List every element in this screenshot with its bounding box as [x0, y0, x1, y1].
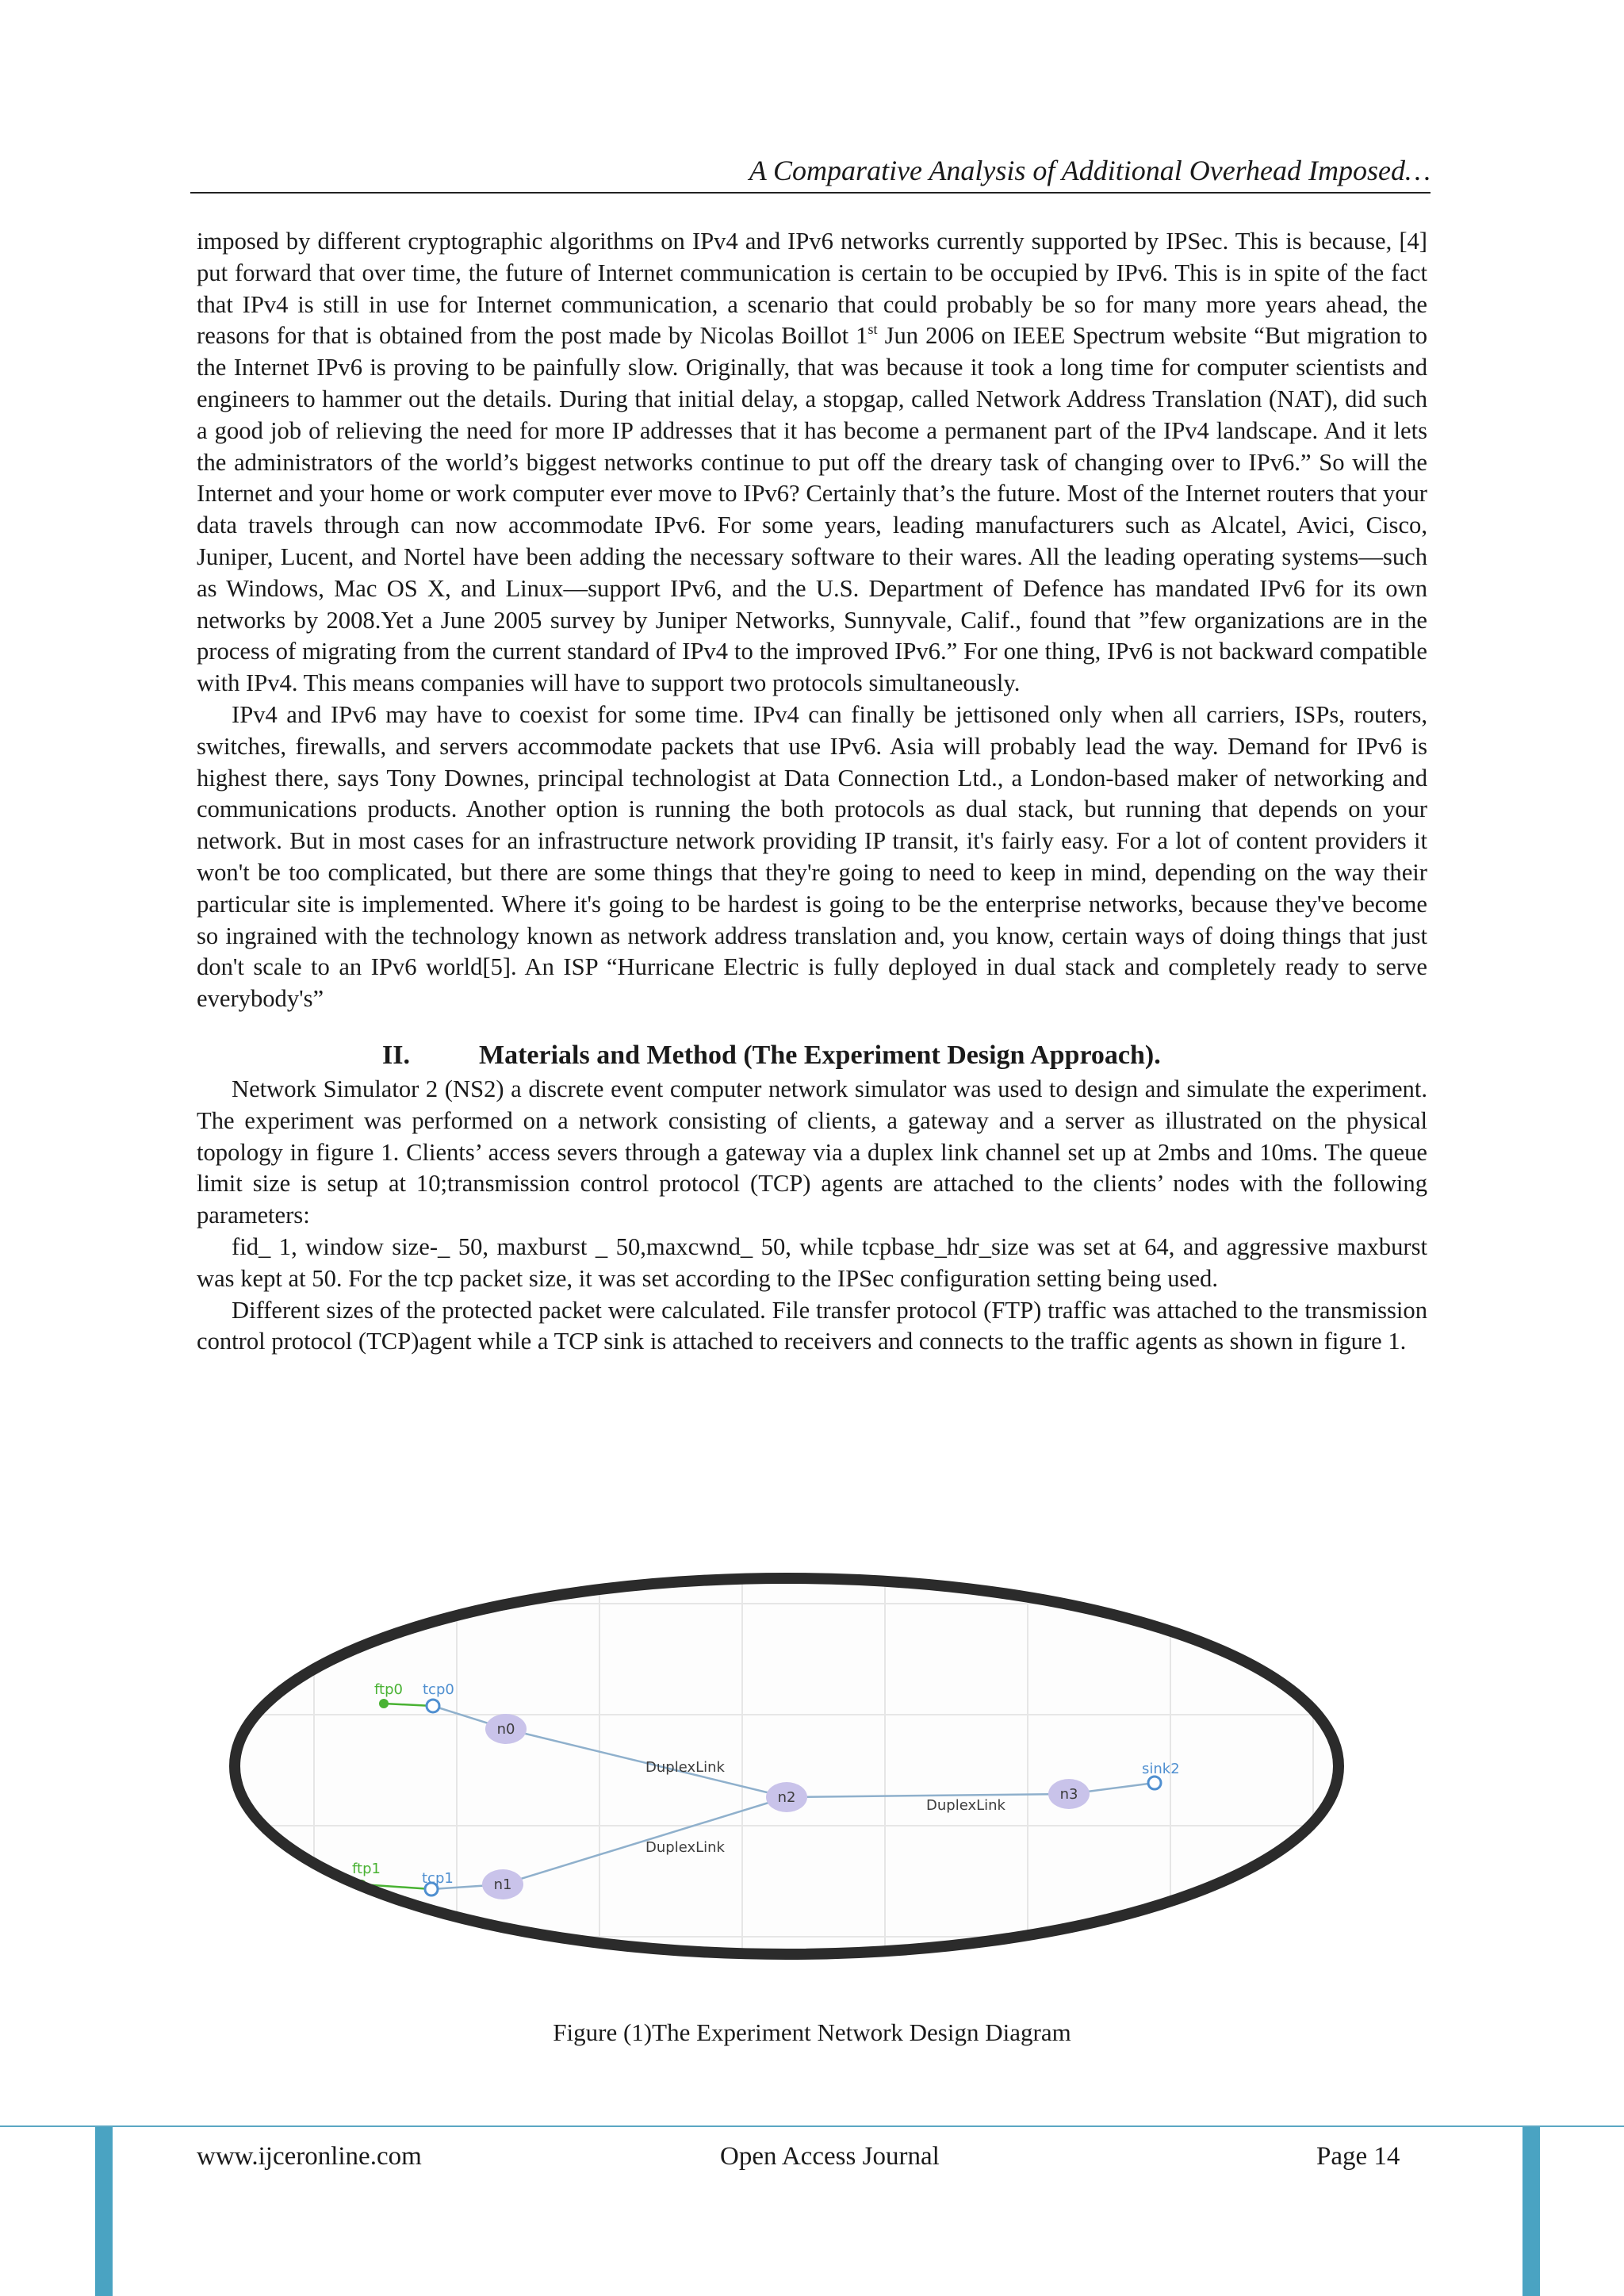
- network-diagram-svg: [219, 1556, 1361, 1976]
- footer-bar-right: [1522, 2127, 1540, 2296]
- footer-website: www.ijceronline.com: [197, 2142, 422, 2171]
- figure-caption: Figure (1)The Experiment Network Design Diagram: [553, 2018, 1071, 2046]
- paragraph-2: IPv4 and IPv6 may have to coexist for some time. IPv4 can finally be jettisoned only when all carriers, ISPs, routers, switches, firewalls, and servers accommodate packets that use IPv6. Asia will probably lead the way. Demand for IPv6 is highest there, says Tony Downes, principal technologist at Data Connection Ltd., a London-based maker of networking and communications products. Another option is running the both protocols as dual stack, but running that depends on your network. But in most cases for an infrastructure network providing IP transit, it's fairly easy. For a lot of content providers it won't be too complicated, but there are some things that they're going to need to keep in mind, depending on the way their particular site is implemented. Where it's going to be hardest is going to be the enterprise networks, because they've become so ingrained with the technology known as network address translation and, you know, certain ways of doing things that just don't scale to an IPv6 world[5]. An ISP “Hurricane Electric is fully deployed in dual stack and completely ready to serve everybody's”: [197, 700, 1427, 1013]
- agent-sink2: [1148, 1777, 1161, 1789]
- ordinal-superscript: st: [868, 321, 878, 338]
- paragraph-5: Different sizes of the protected packet were calculated. File transfer protocol (FTP) traffic was attached to the transmission control protocol (TCP)agent while a TCP sink is attached to receivers and connects to the traffic agents as shown in figure 1.: [197, 1296, 1427, 1355]
- footer-rule: [0, 2125, 1624, 2127]
- header-rule: [190, 192, 1431, 194]
- node-label-n3: n3: [1059, 1786, 1078, 1803]
- link-label-n2-n3: DuplexLink: [926, 1797, 1005, 1814]
- link-label-n0-n2: DuplexLink: [645, 1759, 725, 1776]
- section-number: II.: [382, 1040, 410, 1070]
- paragraph-1-rest: Jun 2006 on IEEE Spectrum website “But migration to the Internet IPv6 is proving to be painfully slow. Originally, that was because it took a long time for computer scientists and engineers to hammer out the details. During that initial delay, a stopgap, called Network Address Translation (NAT), did such a good job of relieving the need for more IP addresses that it has become a permanent part of the IPv4 landscape. And it lets the administrators of the world’s biggest networks continue to put off the dreary task of changing over to IPv6.” So will the Internet and your home or work computer ever move to IPv6? Certainly that’s the future. Most of the Internet routers that your data travels through can now accommodate IPv6. For some years, leading manufacturers such as Alcatel, Avici, Cisco, Juniper, Lucent, and Nortel have been adding the necessary software to their wares. All the leading operating systems—such as Windows, Mac OS X, and Linux—support IPv6, and the U.S. Department of Defence has mandated IPv6 for its own networks by 2008.Yet a June 2005 survey by Juniper Networks, Sunnyvale, Calif., found that ”few organizations are in the process of migrating from the current standard of IPv4 to the improved IPv6.” For one thing, IPv6 is not backward compatible with IPv4. This means companies will have to support two protocols simultaneously.: [197, 322, 1428, 697]
- footer-journal: Open Access Journal: [720, 2142, 940, 2171]
- agent-label-ftp1: ftp1: [352, 1861, 381, 1877]
- agent-label-tcp1: tcp1: [422, 1870, 454, 1887]
- section-title: Materials and Method (The Experiment Design Approach).: [479, 1040, 1161, 1070]
- link-label-n1-n2: DuplexLink: [645, 1839, 725, 1856]
- section-heading: [197, 1039, 1427, 1072]
- footer-bar-left: [95, 2127, 113, 2296]
- diagram-background: [219, 1556, 1361, 1976]
- running-head: A Comparative Analysis of Additional Overhead Imposed…: [749, 155, 1431, 186]
- diagram-grid: [219, 1556, 1361, 1976]
- network-diagram: [219, 1556, 1361, 1976]
- agent-label-ftp0: ftp0: [374, 1681, 403, 1698]
- agent-tcp0: [427, 1700, 439, 1712]
- paragraph-3: Network Simulator 2 (NS2) a discrete event computer network simulator was used to design and simulate the experiment. The experiment was performed on a network consisting of clients, a gateway and a server as illustrated on the physical topology in figure 1. Clients’ access severs through a gateway via a duplex link channel set up at 2mbs and 10ms. The queue limit size is setup at 10;transmission control protocol (TCP) agents are attached to the clients’ nodes with the following parameters:: [197, 1075, 1427, 1229]
- footer-page-number: Page 14: [1316, 2142, 1400, 2171]
- node-label-n0: n0: [496, 1721, 515, 1738]
- agent-label-tcp0: tcp0: [423, 1681, 454, 1698]
- paragraph-1-text: imposed by different cryptographic algorithms on IPv4 and IPv6 networks currently supported by IPSec. This is because, [4] put forward that over time, the future of Internet communication is certain to be occupied by IPv6. This is in spite of the fact that IPv4 is still in use for Internet communication, a scenario that could probably be so for many more years ahead, the reasons for that is obtained from the post made by Nicolas Boillot 1: [197, 228, 1427, 350]
- paragraph-1: [197, 226, 1427, 700]
- node-label-n1: n1: [493, 1876, 512, 1893]
- body-text: [197, 226, 1427, 1358]
- paragraph-4: fid_ 1, window size-_ 50, maxburst _ 50,maxcwnd_ 50, while tcpbase_hdr_size was set at 64, and aggressive maxburst was kept at 50. For the tcp packet size, it was set according to the IPSec configuration setting being used.: [197, 1232, 1427, 1292]
- agent-ftp0: [379, 1699, 389, 1708]
- agent-label-sink2: sink2: [1142, 1761, 1180, 1777]
- node-label-n2: n2: [777, 1789, 796, 1806]
